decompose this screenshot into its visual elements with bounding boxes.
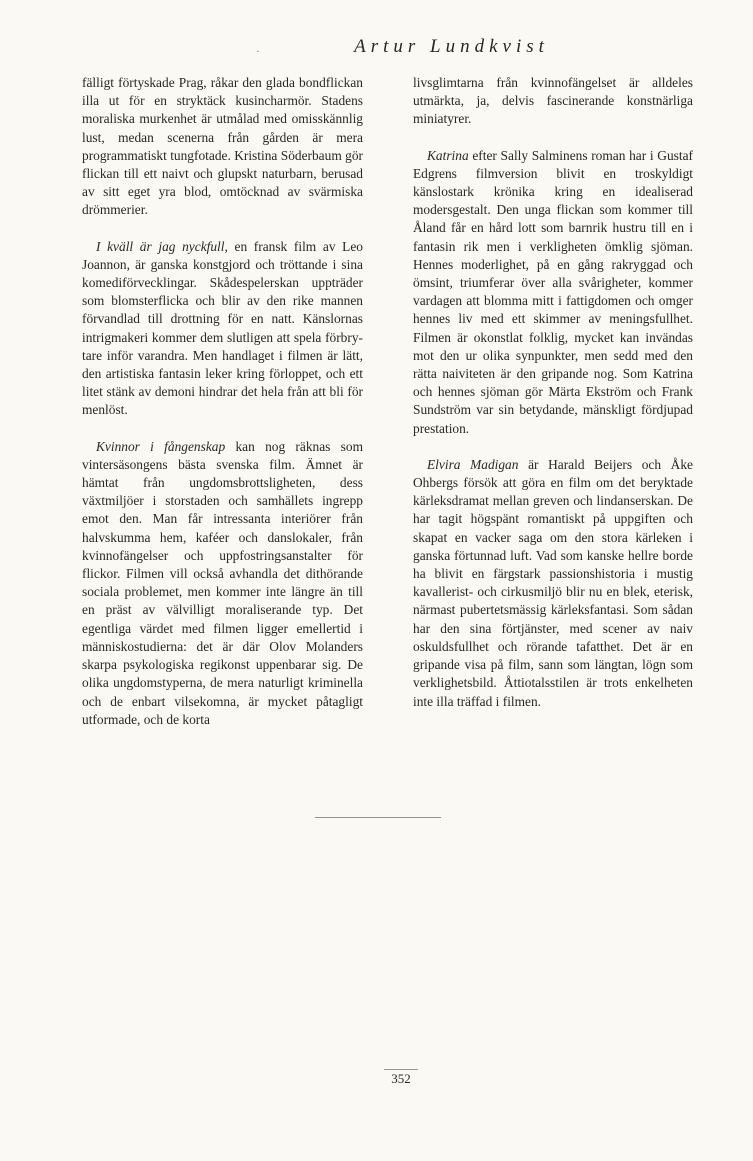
film-title-katrina: Katrina xyxy=(427,147,469,163)
paragraph-livsglimtarna: livsglimtarna från kvinnofängelset är alldeles utmärkta, ja, delvis fascinerande konstnärliga miniatyrer. xyxy=(413,75,693,127)
paragraph-elvira xyxy=(413,456,693,711)
page-number-rule xyxy=(384,1069,418,1070)
paragraph-katrina xyxy=(413,147,693,438)
running-title: Artur Lundkvist xyxy=(354,36,549,57)
header-dot: · xyxy=(256,44,260,58)
review-i-kvall-text: en fransk film av Leo Joannon, är ganska konstgjord och tröttande i sina komediförvecklingar. Skådespelerskan uppträder som blomsterflicka och blir av den rike mannen förvandlad till drottning för en natt. Känslornas intrigmakeri kommer dem slutligen att spela förbrytare inför varandra. Men handlaget i filmen är lätt, den artistiska fantasin leker kring förloppet, och ett litet stänk av demoni hindrar det hela från att bli för menlöst. xyxy=(82,238,363,418)
section-divider xyxy=(315,817,441,818)
film-title-kvinnor: Kvinnor i fångenskap xyxy=(96,438,226,454)
film-title-i-kvall: I kväll är jag nyckfull, xyxy=(96,238,228,254)
review-elvira-text: är Harald Beijers och Åke Ohbergs försök att göra en film om det beryktade kärleksdramat mellan greven och lindanserskan. De har tagit högspänt romantiskt på uppgiften och skapat en vacker saga om den stora kärleken i ganska förtunnad luft. Vad som kanske hellre borde ha blivit en färgstark passionshistoria i mustig kavallerist- och cirkusmiljö blir nu en blek, eterisk, närmast pubertetsmässig kärleksfantasi. Som sådan har den sina förtjänster, med scener av naiv oskuldsfullhet och rörande tafatthet. Det är en gripande visa på film, sann som längtan, lögn som verklighetsbild. Åttiotalsstilen är trots enkelheten inte illa träffad i filmen. xyxy=(413,456,693,709)
paragraph-kvinnor xyxy=(82,438,363,729)
page-number: 352 xyxy=(391,1071,411,1086)
film-title-elvira: Elvira Madigan xyxy=(427,456,519,472)
review-katrina-text: efter Sally Salminens roman har i Gustaf Edgrens filmversion blivit en troskyldigt känslostark krönika kring en idealiserad modersgestalt. Den unga flickan som kommer till Åland får en hård lott som barnrik hustru till en i fantasin rik men i verkligheten ömklig sjöman. Hennes moderlighet, på en gång rakryggad och ömsint, triumferar över alla svårigheter, kommer vardagen att blomma mitt i fattigdomen och omger hennes liv med ett skimmer av meningsfullhet. Filmen är okonstlat folklig, mycket kan invändas mot den ur olika synpunkter, men sedd med den rätta naiviteten är den gripande nog. Som Katrina och hennes sjöman gör Märta Ekström och Frank Sundström var sin betydande, mänskligt fördjupad prestation. xyxy=(413,147,693,436)
left-column xyxy=(82,74,363,729)
right-column xyxy=(413,74,693,711)
paragraph-i-kvall xyxy=(82,238,363,420)
review-kvinnor-text: kan nog räknas som vintersäsongens bästa svenska film. Ämnet är hämtat från ungdomsbrottsligheten, dess växtmiljöer i storstaden och samhällets ingrepp emot den. Man får intressanta interiörer från halvskumma hem, kaféer och danslokaler, från kvinnofängelser och uppfostringsanstalter för flickor. Filmen vill också avhandla det dithörande sociala problemet, men kommer inte längre än till en präst av välvilligt moraliserande typ. Det egentliga värdet med filmen ligger emellertid i människostudierna: det är där Olov Molanders skarpa psykologiska regikonst uppenbarar sig. De olika ungdomstyperna, de mera naturligt kriminella och de enbart vilsekomna, är mycket påtagligt utformade, och de korta xyxy=(82,438,363,727)
paragraph-prag: fälligt förtyskade Prag, råkar den glada bondflickan illa ut för en stryktäck kusincharmör. Stadens moraliska murkenhet är utmålad med omisskännlig lust, medan scenerna från gården är mera programmatiskt tungfotade. Kristina Söderbaum gör flickan till ett naivt och glupskt naturbarn, berusad av sitt eget yra blod, omtöcknad av svärmiska drömmerier. xyxy=(82,75,363,218)
